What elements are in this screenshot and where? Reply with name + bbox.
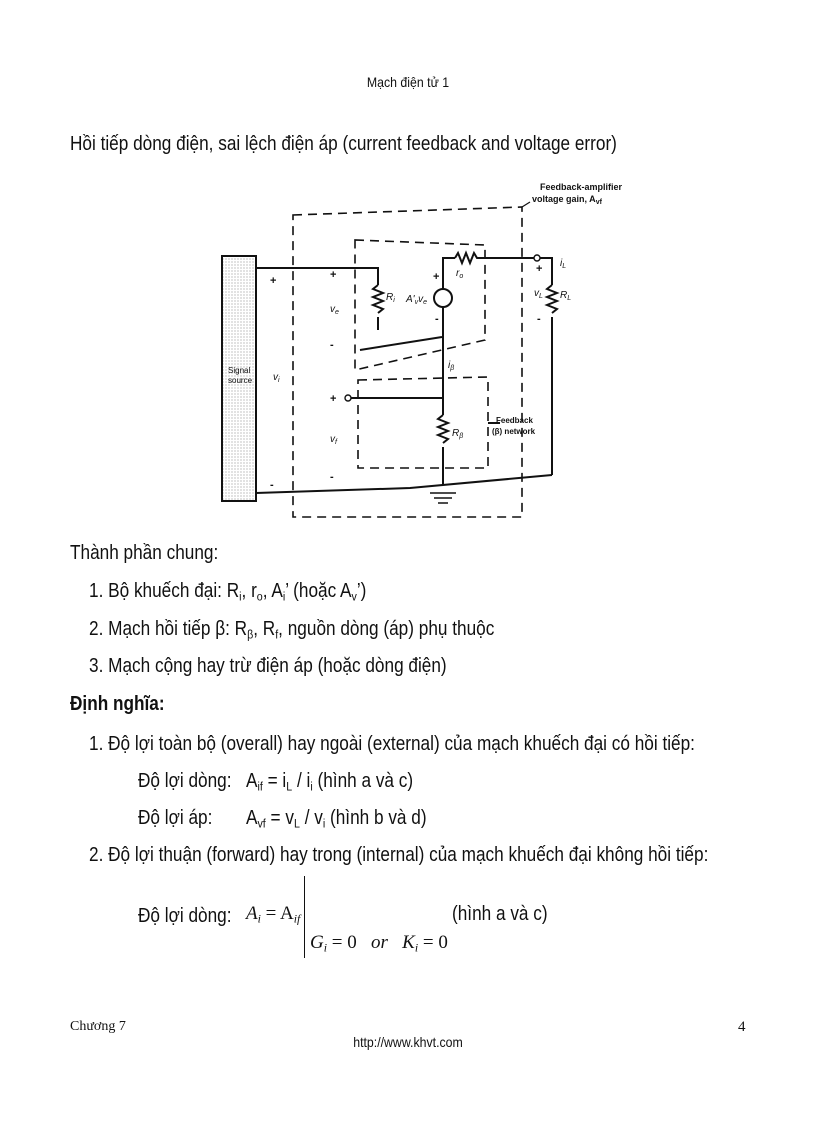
page-header: Mạch điện tử 1 (366, 74, 450, 90)
definition-heading: Định nghĩa: (70, 693, 165, 715)
source-label: $A'_vv_e$ (406, 294, 427, 306)
ro-label: $r_o$ (456, 268, 464, 280)
voltage-gain-label: Độ lợi áp: (138, 807, 213, 829)
vl-label: $v_L$ (534, 288, 543, 300)
minus-vi: - (270, 479, 274, 491)
forward-gain-note: (hình a và c) (452, 903, 548, 925)
plus-vl: + (536, 263, 543, 275)
forward-gain-formula: $A_i = A_{if}$ (246, 903, 301, 926)
footer-chapter: Chương 7 (70, 1019, 126, 1034)
footer-page-number: 4 (738, 1019, 746, 1035)
minus-vf: - (330, 471, 334, 483)
minus-ve: - (330, 339, 334, 351)
voltage-gain-formula: $A_{vf} = v_L / v_i$ (hình b và d) (246, 807, 427, 831)
current-gain-formula: $A_{if} = i_L / i_i$ (hình a và c) (246, 770, 414, 794)
signal-source-label-1: Signal (228, 366, 251, 375)
plus-vf: + (330, 393, 337, 405)
rb-label: $R_\beta$ (452, 428, 464, 440)
forward-gain-label: Độ lợi dòng: (138, 905, 232, 927)
component-item-1: 1. Bộ khuếch đại: $R_i$, $r_o$, $A_i$’ (hoặc $A_v$’) (89, 580, 367, 604)
components-heading: Thành phần chung: (70, 542, 219, 564)
rl-label: $R_L$ (560, 290, 572, 302)
vf-label: $v_f$ (330, 434, 337, 446)
feedback-net-label-1: Feedback (496, 416, 533, 425)
definition-item-2: 2. Độ lợi thuận (forward) hay trong (internal) của mạch khuếch đại không hồi tiếp: (89, 844, 709, 866)
footer-url[interactable]: http://www.khvt.com (353, 1034, 463, 1050)
circuit-diagram (210, 180, 623, 525)
ri-label: $R_i$ (386, 292, 395, 304)
minus-source: - (435, 313, 439, 325)
ve-label: $v_e$ (330, 304, 339, 316)
plus-ve: + (330, 269, 337, 281)
forward-gain-condition: $G_i = 0$ or $K_i = 0$ (310, 932, 448, 955)
component-item-3: 3. Mạch cộng hay trừ điện áp (hoặc dòng điện) (89, 655, 447, 677)
current-gain-label: Độ lợi dòng: (138, 770, 232, 792)
vi-label: $v_i$ (273, 372, 280, 384)
feedback-net-label-2: (β) network (492, 427, 536, 436)
signal-source-label-2: source (228, 376, 253, 385)
plus-source: + (433, 271, 440, 283)
evaluation-bar (304, 876, 305, 958)
feedback-amp-label-2: voltage gain, $A_{vf}$ (532, 194, 602, 206)
plus-vi: + (270, 275, 277, 287)
il-label: $i_L$ (560, 258, 567, 270)
definition-item-1: 1. Độ lợi toàn bộ (overall) hay ngoài (external) của mạch khuếch đại có hồi tiếp: (89, 733, 695, 755)
ib-label: $i_\beta$ (448, 360, 455, 372)
section-title: Hồi tiếp dòng điện, sai lệch điện áp (current feedback and voltage error) (70, 133, 617, 155)
feedback-amp-label-1: Feedback-amplifier (540, 182, 623, 192)
minus-vl: - (537, 313, 541, 325)
component-item-2: 2. Mạch hồi tiếp β: $R_\beta$, $R_f$, nguồn dòng (áp) phụ thuộc (89, 618, 495, 642)
